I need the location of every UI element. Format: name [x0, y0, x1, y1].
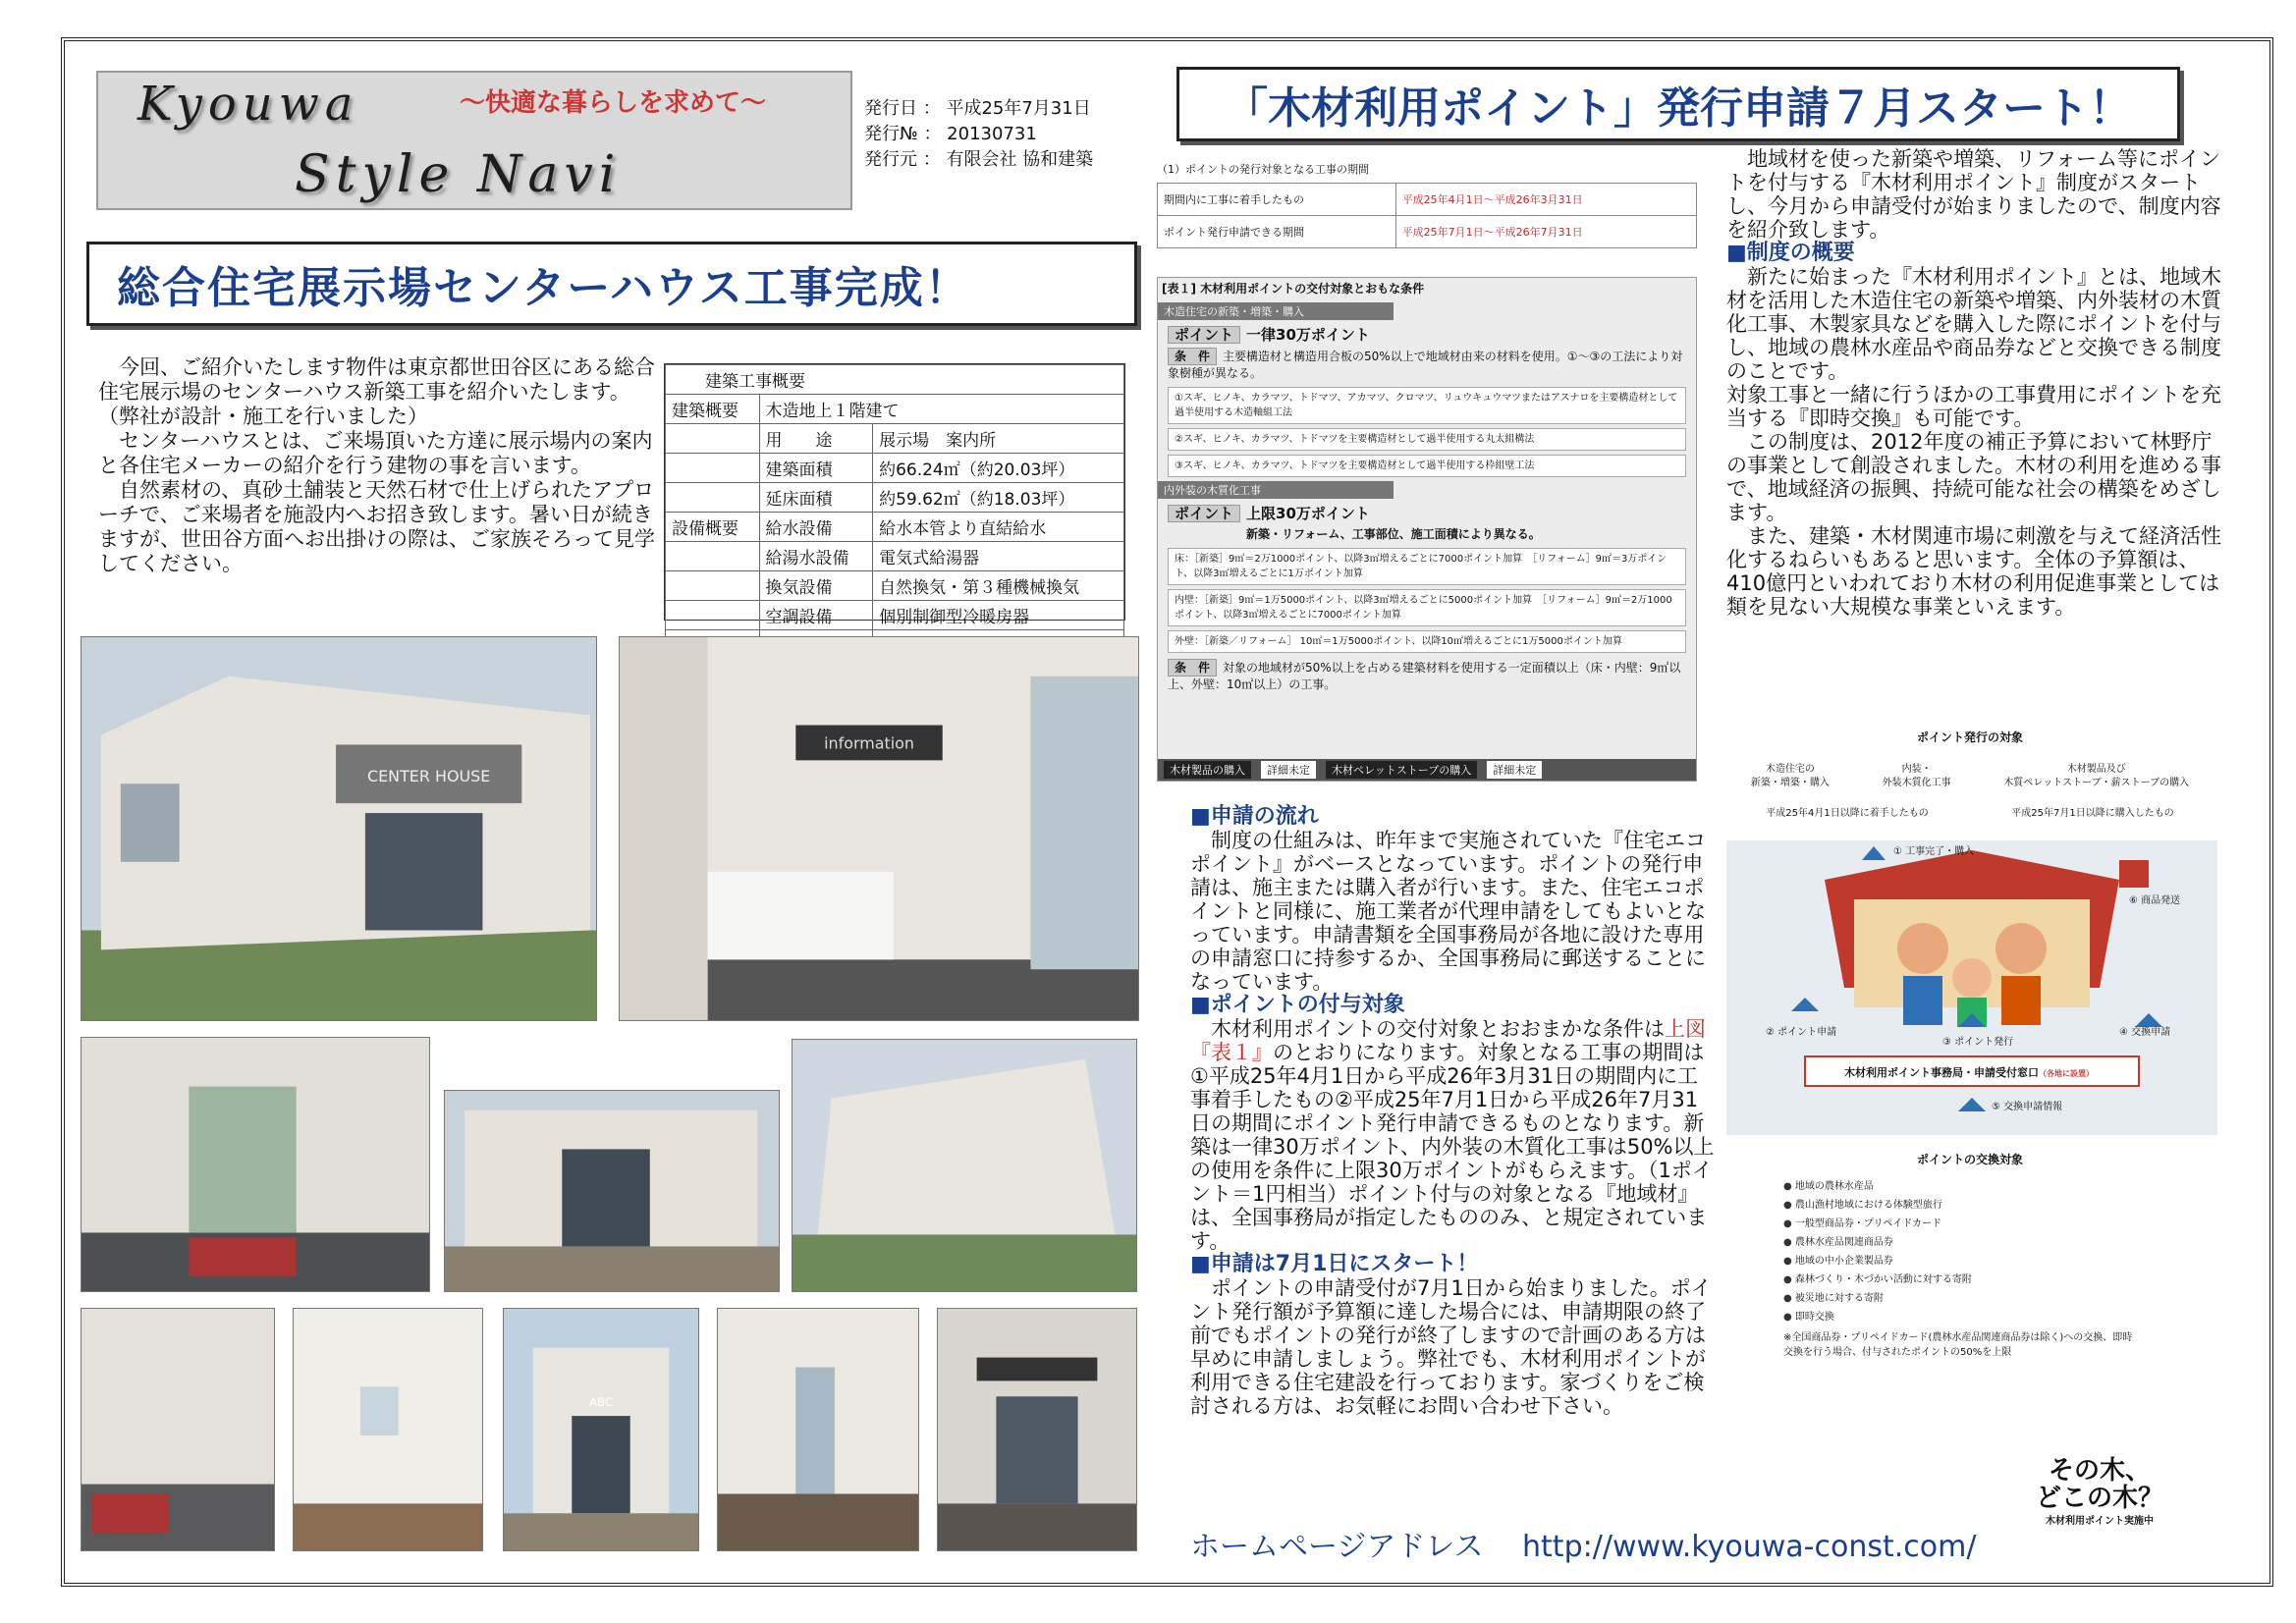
- left-headline: 総合住宅展示場センターハウス工事完成！: [117, 263, 970, 313]
- spec-cell: 電気式給湯器: [873, 542, 1124, 571]
- point-note: 新築・リフォーム、工事部位、施工面積により異なる。: [1246, 527, 1541, 541]
- condition-text: 対象の地域材が50%以上を占める建築材料を使用する一定面積以上（床・内壁：9㎡以上、外壁：10㎡以上）の工事。: [1168, 661, 1681, 691]
- method-option: ①スギ、ヒノキ、カラマツ、トドマツ、アカマツ、クロマツ、リュウキュウマツまたはアスナロを主要構造材として過半使用する木造軸組工法: [1168, 387, 1686, 424]
- middle-article: [1190, 805, 1716, 1418]
- spec-cell: 約66.24㎡（約20.03坪）: [873, 454, 1124, 483]
- outer-wall-rule: 外壁：［新築／リフォーム］ 10㎡＝1万5000ポイント、以降10㎡増えるごとに1万5000ポイント加算: [1168, 630, 1686, 653]
- sign-text: ABC: [588, 1395, 614, 1410]
- flow-step: ① 工事完了・購入: [1893, 846, 1975, 857]
- table1: [1157, 277, 1697, 782]
- flow-step: ④ 交換申請: [2119, 1027, 2171, 1038]
- left-paragraph: 今回、ご紹介いたします物件は東京都世田谷区にある総合住宅展示場のセンターハウス新築工事を紹介いたします。（弊社が設計・施工を行いました）: [98, 355, 655, 428]
- point-tag: ポイント: [1168, 505, 1240, 522]
- overview-paragraph: また、建築・木材関連市場に刺激を与えて経済活性化するねらいもあると思います。全体の予算額は、410億円といわれており木材の利用促進事業としては類を見ない大規模な事業といえます。: [1726, 524, 2221, 619]
- table-row: [1158, 184, 1697, 216]
- spec-cell: 用 途: [759, 424, 873, 454]
- table-row: [666, 395, 1124, 424]
- photo-front-approach: [444, 1090, 780, 1292]
- period-value: 平成25年7月1日～平成26年7月31日: [1395, 216, 1696, 248]
- period-label: 期間内に工事に着手したもの: [1158, 184, 1396, 216]
- photo-entrance-door: [503, 1308, 699, 1551]
- campaign-mark: [2011, 1457, 2188, 1551]
- photo-corridor: [717, 1308, 919, 1551]
- period-value: 平成25年4月1日～平成26年3月31日: [1395, 184, 1696, 216]
- condition-tag: 条 件: [1168, 659, 1217, 676]
- point-tag: ポイント: [1168, 326, 1240, 344]
- list-item: ● 被災地に対する寄附: [1724, 1289, 2215, 1308]
- table-reference: 上図『表１』: [1190, 1017, 1706, 1064]
- spec-cell: 自然換気・第３種機械換気: [873, 571, 1124, 601]
- method-option: ②スギ、ヒノキ、カラマツ、トドマツを主要構造材として過半使用する丸太組構法: [1168, 428, 1686, 451]
- intro-text: 地域材を使った新築や増築、リフォーム等にポイントを付与する『木材利用ポイント』制度がスタートし、今月から申請受付が始まりましたので、制度内容を紹介致します。: [1726, 147, 2221, 242]
- period-table-title: （1）ポイントの発行対象となる工事の期間: [1157, 163, 1369, 176]
- homepage-link[interactable]: ホームページアドレス http://www.kyouwa-const.com/: [1190, 1530, 1977, 1564]
- footer-value: 詳細未定: [1261, 761, 1316, 779]
- spec-cell: 展示場 案内所: [873, 424, 1124, 454]
- issue-meta: 発行日 ： 平成25年7月31日 発行№ ： 20130731 発行元 ： 有限会社 協和建築: [864, 98, 1094, 170]
- inner-wall-rule: 内壁：［新築］9㎡＝1万5000ポイント、以降3㎡増えるごとに5000ポイント加算 ［リフォーム］9㎡＝2万1000ポイント、以降3㎡増えるごとに7000ポイント加算: [1168, 589, 1686, 626]
- sign-text: CENTER HOUSE: [367, 767, 491, 786]
- flow-step: ⑤ 交換申請情報: [1992, 1102, 2063, 1112]
- table-row: [666, 542, 1124, 571]
- table1-section: 木造住宅の新築・増築・購入: [1158, 302, 1394, 320]
- left-paragraph: 自然素材の、真砂土舗装と天然石材で仕上げられたアプローチで、ご来場者を施設内へお招き致します。暑い日が続きますが、世田谷方面へお出掛けの際は、ご家族そろって見学してください。: [98, 478, 655, 575]
- spec-cell: 給水本管より直結給水: [873, 513, 1124, 542]
- flow-step: ③ ポイント発行: [1942, 1037, 2014, 1048]
- spec-cell: 建築概要: [666, 395, 760, 424]
- period-table: [1157, 161, 1697, 269]
- photo-exterior-front: [81, 636, 597, 1021]
- flow-step: ⑥ 商品発送: [2129, 895, 2181, 906]
- spec-cell: 約59.62㎡（約18.03坪）: [873, 483, 1124, 513]
- list-item: ● 一般型商品券・プリペイドカード: [1724, 1215, 2215, 1233]
- spec-cell: 給湯水設備: [759, 542, 873, 571]
- table-row: [666, 454, 1124, 483]
- target-category: 木造住宅の 新築・増築・購入: [1750, 764, 1830, 788]
- spec-cell: 換気設備: [759, 571, 873, 601]
- footer-label: 木材製品の購入: [1164, 761, 1251, 779]
- method-option: ③スギ、ヒノキ、カラマツ、トドマツを主要構造材として過半使用する枠組壁工法: [1168, 455, 1686, 477]
- table1-footer: [1158, 759, 1696, 781]
- overview-paragraph: この制度は、2012年度の補正予算において林野庁の事業として創設されました。木材の利用を進める事で、地域経済の振興、持続可能な社会の構築をめざします。: [1726, 430, 2221, 524]
- list-item: ● 森林づくり・木づかい活動に対する寄附: [1724, 1271, 2215, 1289]
- photo-entrance-hall: [81, 1037, 430, 1292]
- target-category: 木材製品及び 木質ペレットストーブ・薪ストーブの購入: [2003, 764, 2190, 788]
- point-diagram: [1724, 729, 2215, 1416]
- right-headline: 「木材利用ポイント」発行申請７月スタート！: [1225, 83, 2132, 134]
- condition-text: 主要構造材と構造用合板の50%以上で地域材由来の材料を使用。①～③の工法により対象樹種が異なる。: [1168, 350, 1683, 380]
- spec-cell: 建築面積: [759, 454, 873, 483]
- point-value: 上限30万ポイント: [1246, 505, 1370, 522]
- table-row: [666, 483, 1124, 513]
- table-row: [666, 424, 1124, 454]
- table1-caption: [表１] 木材利用ポイントの交付対象とおもな条件: [1162, 282, 1425, 296]
- footer-label: 木材ペレットストーブの購入: [1326, 761, 1477, 779]
- sign-text: information: [824, 733, 914, 753]
- spec-cell: 延床面積: [759, 483, 873, 513]
- mark-line1: その木、: [2048, 1456, 2151, 1486]
- left-headline-box: [86, 242, 1137, 326]
- photo-interior-room: [293, 1308, 483, 1551]
- spec-cell: 空調設備: [759, 601, 873, 630]
- office-note: （各地に設置）: [2039, 1069, 2094, 1078]
- spec-cell: 個別制御型冷暖房器: [873, 601, 1124, 630]
- logo-line1: Kyouwa: [137, 77, 359, 132]
- flow-step: ② ポイント申請: [1766, 1027, 1837, 1038]
- spec-title: 建築工事概要: [666, 365, 1124, 395]
- target-text: のとおりになります。対象となる工事の期間は①平成25年4月1日から平成26年3月31日の期間内に工事着手したもの②平成25年7月1日から平成26年7月31日の期間にポイント発行申請できるものとなります。新築は一律30万ポイント、内外装の木質化工事は50%以上の使用を条件に上限30万ポイントがもらえます。（1ポイント＝1円相当）ポイント付与の対象となる『地域材』は、全国事務局が指定したもののみ、と規定されています。: [1190, 1041, 1715, 1253]
- photo-entrance-mat: [81, 1308, 275, 1551]
- footer-value: 詳細未定: [1487, 761, 1542, 779]
- left-article: [98, 355, 660, 576]
- spec-cell: 木造地上１階建て: [759, 395, 1123, 424]
- exchange-title: ポイントの交換対象: [1916, 1153, 2023, 1166]
- family-house-icon: [1726, 840, 2217, 1135]
- target-text: 木材利用ポイントの交付対象とおおまかな条件は: [1211, 1017, 1665, 1041]
- point-value: 一律30万ポイント: [1246, 326, 1370, 344]
- mark-line2: どこの木？: [2035, 1484, 2163, 1513]
- flow-text: 制度の仕組みは、昨年まで実施されていた『住宅エコポイント』がベースとなっています。ポイントの発行申請は、施主または購入者が行います。また、住宅エコポイントと同様に、施工業者が代理申請をしてもよいとなっています。申請書類を全国事務局が各地に設けた専用の申請窓口に持参するか、全国事務局に郵送することになっています。: [1190, 829, 1706, 994]
- table1-section: 内外装の木質化工事: [1158, 481, 1394, 499]
- list-item: ● 地域の中小企業製品券: [1724, 1252, 2215, 1271]
- start-text: ポイントの申請受付が7月1日から始まりました。ポイント発行額が予算額に達した場合には、申請期限の終了前でもポイントの発行が終了しますので計画のある方は早めに申請しましょう。弊社でも、木材利用ポイントが利用できる住宅建設を行っております。家づくりをご検討される方は、お気軽にお問い合わせ下さい。: [1190, 1276, 1712, 1418]
- list-item: ● 即時交換: [1724, 1308, 2215, 1326]
- table-row: [666, 601, 1124, 630]
- section-heading: ■ポイントの付与対象: [1190, 993, 1405, 1017]
- list-item: ● 農林水産品関連商品券: [1724, 1233, 2215, 1252]
- target-category: 内装・ 外装木質化工事: [1882, 764, 1951, 788]
- table-row: [666, 513, 1124, 542]
- motto: ～快適な暮らしを求めて～: [460, 88, 767, 118]
- office-label: [1844, 1064, 2094, 1080]
- flow-illustration: [1726, 840, 2217, 1135]
- floor-rule: 床：［新築］9㎡＝2万1000ポイント、以降3㎡増えるごとに7000ポイント加算 ［リフォーム］9㎡＝3万ポイント、以降3㎡増えるごとに1万ポイント加算: [1168, 548, 1686, 585]
- spec-cell: 設備概要: [666, 513, 760, 542]
- list-item: ● 地域の農林水産品: [1724, 1177, 2215, 1196]
- exchange-note: ※全国商品券・プリペイドカード(農林水産品関連商品券は除く)への交換、即時交換を行う場合、付与されたポイントの50%を上限: [1783, 1332, 2133, 1358]
- period-label: ポイント発行申請できる期間: [1158, 216, 1396, 248]
- target-date: 平成25年7月1日以降に購入したもの: [2011, 808, 2174, 819]
- diagram-title: ポイント発行の対象: [1916, 730, 2023, 744]
- spec-cell: 給水設備: [759, 513, 873, 542]
- section-heading: ■制度の概要: [1726, 241, 1855, 265]
- spec-table: [664, 363, 1125, 627]
- section-heading: ■申請は7月1日にスタート！: [1190, 1252, 1479, 1276]
- condition-tag: 条 件: [1168, 348, 1217, 365]
- overview-paragraph: 新たに始まった『木材利用ポイント』とは、地域木材を活用した木造住宅の新築や増築、内外装材の木質化工事、木製家具などを購入した際にポイントを付与し、地域の農林水産品や商品券などと交換できる制度のことです。: [1726, 265, 2221, 383]
- overview-paragraph: 対象工事と一緒に行うほかの工事費用にポイントを充当する『即時交換』も可能です。: [1726, 383, 2221, 430]
- photo-information-desk: [619, 636, 1139, 1021]
- section-heading: ■申請の流れ: [1190, 804, 1319, 829]
- office-name: 木材利用ポイント事務局・申請受付窓口: [1844, 1066, 2039, 1079]
- right-article: [1726, 147, 2223, 619]
- mark-subtitle: 木材利用ポイント実施中: [2046, 1516, 2154, 1527]
- logo-line2: Style Navi: [295, 145, 622, 204]
- left-paragraph: センターハウスとは、ご来場頂いた方達に展示場内の案内と各住宅メーカーの紹介を行う建物の事を言います。: [98, 429, 653, 477]
- table-row: [666, 571, 1124, 601]
- table-row: [1158, 216, 1697, 248]
- photo-side-view: [792, 1039, 1137, 1292]
- target-date: 平成25年4月1日以降に着手したもの: [1766, 808, 1929, 819]
- right-headline-box: [1176, 67, 2180, 141]
- list-item: ● 農山漁村地域における体験型旅行: [1724, 1196, 2215, 1215]
- photo-center-house-sign: [937, 1308, 1137, 1551]
